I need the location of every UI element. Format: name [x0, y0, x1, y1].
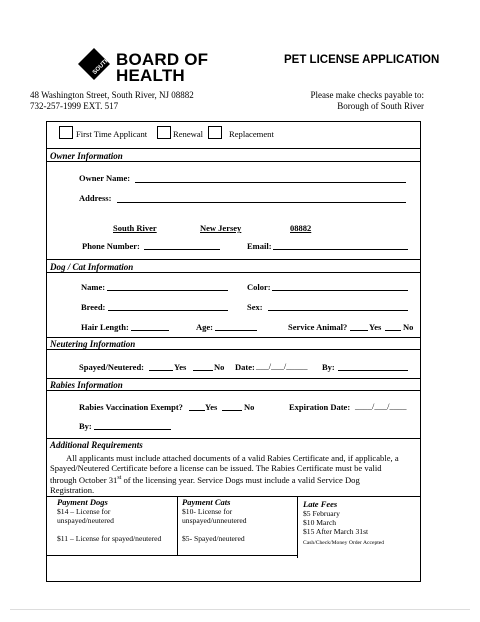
late-fees-column — [303, 500, 384, 548]
payment-cats-column — [182, 498, 247, 543]
additional-requirements-text — [50, 453, 416, 496]
rabies-by-field[interactable] — [94, 429, 171, 430]
payment-cats-title: Payment Cats — [182, 497, 231, 507]
divider — [46, 438, 421, 439]
divider — [46, 148, 421, 149]
fee-divider — [177, 496, 178, 555]
payment-dogs-column — [57, 498, 161, 543]
late-fee-line2: $10 March — [303, 518, 337, 527]
rabies-section-title: Rabies Information — [50, 380, 123, 390]
first-time-label: First Time Applicant — [76, 129, 148, 139]
divider — [46, 337, 421, 338]
email-field[interactable] — [273, 249, 408, 250]
divider — [46, 272, 421, 273]
rabies-no-label: No — [244, 402, 255, 412]
replacement-checkbox[interactable] — [208, 126, 222, 139]
expiration-date-field[interactable]: ____/___/____ — [355, 401, 407, 411]
requirements-line3-start: through October 31 — [50, 475, 118, 486]
requirements-line2: Spayed/Neutered Certificate before a license can be issued. The Rabies Certificate must be valid — [50, 463, 382, 474]
payable-note — [311, 90, 424, 112]
divider — [46, 378, 421, 379]
address-phone: 732-257-1999 EXT. 517 — [30, 101, 119, 111]
spayed-no-blank[interactable] — [193, 370, 213, 371]
requirements-line3 — [50, 473, 416, 485]
phone-field[interactable] — [144, 249, 220, 250]
owner-name-label: Owner Name: — [79, 173, 131, 183]
sex-label: Sex: — [247, 302, 263, 312]
fee-divider — [297, 496, 298, 558]
spay-by-field[interactable] — [338, 370, 408, 371]
owner-section-title: Owner Information — [50, 151, 123, 161]
email-label: Email: — [247, 241, 272, 251]
cats-fee-line2: unspayed/unneutered — [182, 516, 247, 525]
phone-label: Phone Number: — [82, 241, 140, 251]
payment-dogs-title: Payment Dogs — [57, 497, 108, 507]
board-of-health-logo — [76, 42, 126, 82]
payable-line2: Borough of South River — [337, 101, 424, 111]
pet-name-label: Name: — [81, 282, 106, 292]
rabies-no-blank[interactable] — [222, 410, 242, 411]
divider — [46, 259, 421, 260]
logo-line1: BOARD OF — [116, 50, 209, 69]
zip-value: 08882 — [290, 223, 312, 233]
dogs-fee-line3: $11 – License for spayed/neutered — [57, 534, 162, 543]
service-yes-blank[interactable] — [350, 330, 368, 331]
fee-bottom-rule — [46, 555, 297, 556]
city-value: South River — [113, 223, 157, 233]
color-label: Color: — [247, 282, 271, 292]
first-time-checkbox[interactable] — [59, 126, 73, 139]
requirements-line3-superscript: st — [117, 475, 122, 482]
rabies-exempt-label: Rabies Vaccination Exempt? — [79, 402, 183, 412]
spay-date-label: Date: — [235, 362, 255, 372]
late-fee-line1: $5 February — [303, 509, 340, 518]
divider — [46, 161, 421, 162]
renewal-label: Renewal — [173, 129, 204, 139]
sex-field[interactable] — [268, 310, 408, 311]
rabies-yes-blank[interactable] — [189, 410, 205, 411]
age-field[interactable] — [215, 330, 257, 331]
service-animal-label: Service Animal? — [288, 322, 348, 332]
cats-fee-line3: $5- Spayed/neutered — [182, 534, 245, 543]
dogs-fee-line2: unspayed/neutered — [57, 516, 114, 525]
spayed-yes-blank[interactable] — [149, 370, 173, 371]
pet-name-field[interactable] — [107, 290, 228, 291]
additional-section-title: Additional Requirements — [50, 440, 143, 450]
dogs-fee-line1: $14 – License for — [57, 507, 111, 516]
renewal-checkbox[interactable] — [157, 126, 171, 139]
late-fee-line3: $15 After March 31st — [303, 527, 369, 536]
requirements-line4: Registration. — [50, 485, 95, 496]
logo-title — [116, 52, 208, 84]
logo-line2: HEALTH — [116, 66, 185, 85]
address-label: Address: — [79, 193, 112, 203]
cats-fee-line1: $10- License for — [182, 507, 233, 516]
replacement-label: Replacement — [229, 129, 274, 139]
hair-length-label: Hair Length: — [81, 322, 129, 332]
divider — [46, 349, 421, 350]
requirements-line1: All applicants must include attached documents of a valid Rabies Certificate and, if applicable, a — [66, 453, 399, 463]
page-bottom-edge — [10, 609, 470, 610]
address-line1: 48 Washington Street, South River, NJ 08882 — [30, 90, 194, 100]
state-value: New Jersey — [200, 223, 242, 233]
spay-date-field[interactable]: ___/___/_____ — [256, 361, 308, 371]
spayed-no-label: No — [214, 362, 225, 372]
owner-name-field[interactable] — [135, 182, 406, 183]
hair-length-field[interactable] — [131, 330, 169, 331]
expiration-label: Expiration Date: — [289, 402, 351, 412]
service-yes-label: Yes — [369, 322, 382, 332]
board-address — [30, 90, 194, 112]
pet-section-title: Dog / Cat Information — [50, 262, 134, 272]
neutering-section-title: Neutering Information — [50, 339, 136, 349]
spay-by-label: By: — [322, 362, 335, 372]
payable-line1: Please make checks payable to: — [310, 90, 424, 100]
payment-methods-note: Cash/Check/Money Order Accepted — [303, 540, 385, 546]
breed-field[interactable] — [108, 310, 228, 311]
service-no-blank[interactable] — [385, 330, 401, 331]
breed-label: Breed: — [81, 302, 106, 312]
svg-text:SOUTH RIVER: SOUTH RIVER — [91, 42, 126, 77]
requirements-line3-end: of the licensing year. Service Dogs must include a valid Service Dog — [121, 475, 360, 486]
divider — [46, 390, 421, 391]
spayed-yes-label: Yes — [174, 362, 187, 372]
age-label: Age: — [196, 322, 213, 332]
rabies-by-label: By: — [79, 421, 92, 431]
color-field[interactable] — [272, 290, 408, 291]
service-no-label: No — [403, 322, 414, 332]
address-field[interactable] — [117, 202, 406, 203]
rabies-yes-label: Yes — [205, 402, 218, 412]
form-title: PET LICENSE APPLICATION — [284, 54, 440, 66]
late-fees-title: Late Fees — [303, 499, 338, 509]
spayed-label: Spayed/Neutered: — [79, 362, 145, 372]
